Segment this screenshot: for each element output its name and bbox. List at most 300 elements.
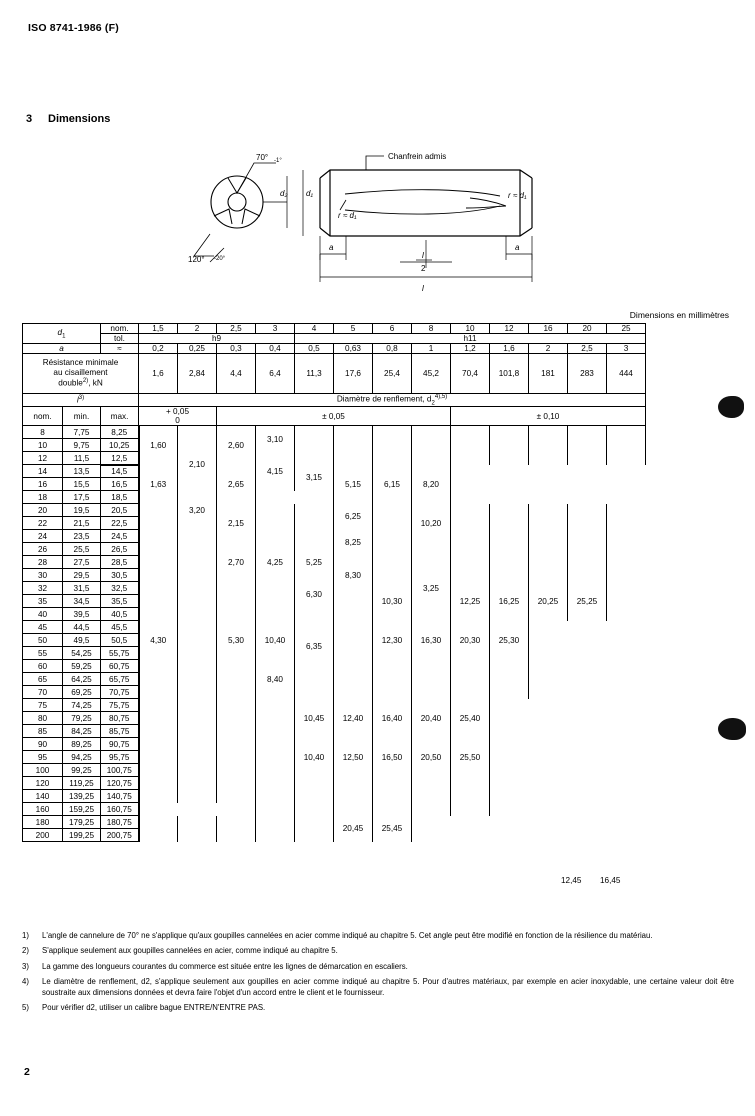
cell-shear-4: 6,4 — [256, 354, 295, 394]
cell-l-min: 11,5 — [63, 452, 101, 465]
table-row — [23, 647, 646, 660]
header-length: $l^{3)}$ — [23, 394, 139, 407]
cell-l-min: 99,25 — [63, 764, 101, 777]
cell-d1-7: 6 — [373, 324, 412, 334]
header-tol-mid: ± 0,05 — [217, 407, 451, 426]
cell-shear-6: 17,6 — [334, 354, 373, 394]
cell-l-min: 54,25 — [63, 647, 101, 660]
cell-l-min: 29,5 — [63, 569, 101, 582]
table-row — [23, 816, 646, 829]
cell-l-max: 35,5 — [101, 595, 139, 608]
cell-l-max: 12,5 — [101, 452, 139, 465]
page-header-standard: ISO 8741-1986 (F) — [28, 22, 119, 34]
cell-d2-c4-c — [256, 504, 295, 543]
footnote-number: 3) — [22, 961, 29, 971]
cell-l-max: 8,25 — [101, 426, 139, 439]
cell-d2-c25n-f: 25,40 — [451, 699, 490, 738]
cell-l-max: 70,75 — [101, 686, 139, 699]
cell-a-6: 0,63 — [334, 344, 373, 354]
cell-l-nom: 18 — [23, 491, 63, 504]
cell-d2-c25-c: 2,70 — [217, 543, 256, 582]
cell-l-min: 27,5 — [63, 556, 101, 569]
cell-d2-c4-b: 4,15 — [256, 452, 295, 491]
cell-l-nom: 100 — [23, 764, 63, 777]
figure-label-half-denominator: 2 — [421, 264, 426, 273]
cell-l-nom: 180 — [23, 816, 63, 829]
scan-artifact-blot-bottom — [718, 718, 746, 740]
cell-l-nom: 55 — [23, 647, 63, 660]
cell-l-min: 119,25 — [63, 777, 101, 790]
cell-d2-c5-e — [256, 582, 295, 621]
footnote-number: 5) — [22, 1003, 29, 1013]
technical-drawing — [170, 136, 590, 296]
header-l-min: min. — [63, 407, 101, 426]
cell-d2-blank10 — [295, 816, 334, 842]
cell-d1-1: 1,5 — [139, 324, 178, 334]
cell-l-max: 75,75 — [101, 699, 139, 712]
cell-l-nom: 160 — [23, 803, 63, 816]
cell-a-9: 1,2 — [451, 344, 490, 354]
cell-d2-blank3 — [178, 582, 217, 660]
cell-d2-c8-b: 8,20 — [412, 465, 451, 504]
cell-d2-c8-e: 8,30 — [334, 556, 373, 595]
cell-d2-c10-i — [295, 777, 334, 816]
cell-d2-c25n-g: 25,50 — [451, 738, 490, 777]
cell-d2-c5-a — [334, 426, 373, 465]
cell-l-max: 28,5 — [101, 556, 139, 569]
cell-l-max: 50,5 — [101, 634, 139, 647]
scan-artifact-blot-top — [718, 396, 744, 418]
cell-l-nom: 40 — [23, 608, 63, 621]
cell-d2-c16-h — [373, 777, 412, 816]
cell-d2-c10-b: 10,20 — [412, 504, 451, 543]
cell-l-nom: 200 — [23, 829, 63, 842]
cell-l-max: 20,5 — [101, 504, 139, 517]
figure-label-length: l — [422, 284, 424, 293]
cell-tol-h11: h11 — [295, 334, 646, 344]
header-tol-right: ± 0,10 — [451, 407, 646, 426]
cell-shear-8: 45,2 — [412, 354, 451, 394]
cell-l-nom: 8 — [23, 426, 63, 439]
cell-d1-4: 3 — [256, 324, 295, 334]
cell-l-nom: 65 — [23, 673, 63, 686]
cell-a-8: 1 — [412, 344, 451, 354]
cell-d2-c12-c: 12,25 — [451, 582, 490, 621]
cell-l-min: 17,5 — [63, 491, 101, 504]
cell-l-min: 179,25 — [63, 816, 101, 829]
cell-l-max: 60,75 — [101, 660, 139, 673]
table-row — [23, 699, 646, 712]
figure-label-angle-120-tol: -20° — [214, 256, 226, 262]
cell-l-nom: 50 — [23, 634, 63, 647]
cell-d2-c8-h — [256, 699, 295, 777]
cell-a-1: 0,2 — [139, 344, 178, 354]
cell-l-min: 64,25 — [63, 673, 101, 686]
cell-d2-c25-b: 2,65 — [217, 465, 256, 504]
cell-l-nom: 140 — [23, 790, 63, 803]
dimensions-table — [22, 323, 646, 842]
footnote-1 — [22, 930, 734, 941]
cell-d2-c6-a — [373, 426, 412, 465]
cell-d2-c16-b — [490, 504, 529, 582]
cell-d2-c10-h: 10,40 — [295, 738, 334, 777]
cell-d2-c1-b: 1,63 — [139, 465, 178, 504]
cell-d2-blank5 — [178, 660, 217, 803]
cell-d2-c10-a — [451, 426, 490, 465]
cell-l-min: 44,5 — [63, 621, 101, 634]
figure-label-r-left: r ≈ d₁ — [338, 211, 357, 220]
row-label-d1: $d_1$ — [23, 324, 101, 344]
row-label-shear: Résistance minimale au cisaillement double$^{2)}$, kN — [23, 354, 139, 394]
cell-l-max: 100,75 — [101, 764, 139, 777]
table-row — [23, 504, 646, 517]
page-number: 2 — [24, 1066, 30, 1078]
cell-l-nom: 22 — [23, 517, 63, 530]
cell-d1-12: 20 — [568, 324, 607, 334]
cell-d2-blank4 — [139, 660, 178, 842]
cell-l-nom: 75 — [23, 699, 63, 712]
cell-l-min: 89,25 — [63, 738, 101, 751]
pin-diagram-svg — [170, 136, 590, 296]
cell-d1-8: 8 — [412, 324, 451, 334]
cell-l-min: 23,5 — [63, 530, 101, 543]
cell-d2-c3-a: 3,10 — [256, 426, 295, 452]
cell-l-max: 30,5 — [101, 569, 139, 582]
cell-l-nom: 12 — [23, 452, 63, 465]
cell-l-min: 21,5 — [63, 517, 101, 530]
cell-a-10: 1,6 — [490, 344, 529, 354]
cell-d2-c10-g: 10,45 — [295, 699, 334, 738]
cell-d2-c16-g: 16,50 — [373, 738, 412, 777]
cell-l-max: 45,5 — [101, 621, 139, 634]
footnote-4 — [22, 976, 734, 999]
background-artifact-text — [520, 60, 730, 86]
cell-l-min: 19,5 — [63, 504, 101, 517]
cell-l-min: 69,25 — [63, 686, 101, 699]
cell-l-min: 13,5 — [63, 465, 101, 478]
cell-d1-10: 12 — [490, 324, 529, 334]
cell-l-max: 95,75 — [101, 751, 139, 764]
cell-l-nom: 26 — [23, 543, 63, 556]
cell-tol-h9: h9 — [139, 334, 295, 344]
cell-l-max: 140,75 — [101, 790, 139, 803]
cell-l-max: 16,5 — [101, 478, 139, 491]
cell-d2-c6-f: 6,35 — [295, 608, 334, 686]
cell-a-11: 2 — [529, 344, 568, 354]
table-row-d1-tolerance — [23, 334, 646, 344]
cell-l-min: 59,25 — [63, 660, 101, 673]
cell-l-min: 139,25 — [63, 790, 101, 803]
cell-l-max: 90,75 — [101, 738, 139, 751]
cell-l-max: 160,75 — [101, 803, 139, 816]
cell-d2-c10-e: 10,40 — [256, 621, 295, 660]
cell-d2-c25n-d: 25,30 — [490, 621, 529, 660]
cell-d2-c20-b — [529, 504, 568, 582]
figure-label-a-left: a — [329, 243, 334, 252]
cell-d2-c2-b: 2,15 — [217, 504, 256, 543]
cell-l-max: 40,5 — [101, 608, 139, 621]
cell-shear-10: 101,8 — [490, 354, 529, 394]
cell-d2-c20-f: 20,40 — [412, 699, 451, 738]
cell-d2-c12-a — [490, 426, 529, 465]
cell-d2-c1-a: 1,60 — [139, 426, 178, 465]
cell-l-nom: 35 — [23, 595, 63, 608]
cell-d2-blank8 — [178, 816, 217, 842]
cell-l-nom: 24 — [23, 530, 63, 543]
cell-d2-blank — [178, 426, 217, 439]
units-note: Dimensions en millimètres — [629, 310, 729, 320]
table-row-d1-nominal — [23, 324, 646, 334]
cell-d2-c6-d — [178, 530, 217, 582]
cell-d2-c16-c: 16,25 — [490, 582, 529, 621]
cell-d2-c6-e: 6,30 — [295, 582, 334, 608]
cell-l-nom: 95 — [23, 751, 63, 764]
cell-a-4: 0,4 — [256, 344, 295, 354]
cell-l-max: 85,75 — [101, 725, 139, 738]
figure-label-angle-70: 70° — [256, 153, 269, 162]
footnote-number: 1) — [22, 931, 29, 940]
cell-l-max: 120,75 — [101, 777, 139, 790]
table-row-shear — [23, 354, 646, 394]
cell-d2-c5-c — [295, 504, 334, 543]
header-tol-col1: + 0,05 0 — [139, 407, 217, 426]
cell-l-max: 180,75 — [101, 816, 139, 829]
cell-d2-c25n-a — [607, 426, 646, 465]
figure-label-d1: d₁ — [306, 189, 313, 198]
cell-shear-5: 11,3 — [295, 354, 334, 394]
cell-l-min: 84,25 — [63, 725, 101, 738]
cell-d2-blank6 — [217, 660, 256, 803]
figure-label-r-right: r ≈ d₁ — [508, 191, 527, 200]
cell-d2-c8-c — [373, 504, 412, 530]
cell-d2-c8-a — [412, 426, 451, 465]
cell-shear-13: 444 — [607, 354, 646, 394]
cell-l-max: 10,25 — [101, 439, 139, 452]
cell-d2-c20-h — [412, 777, 451, 816]
row-label-a: a — [23, 344, 101, 354]
cell-d2-c12-g: 12,50 — [334, 738, 373, 777]
cell-d2-c12-i: 12,45 — [561, 876, 582, 885]
figure-label-half-length: l — [422, 251, 424, 260]
cell-l-nom: 20 — [23, 504, 63, 517]
cell-d2-c10-c — [373, 543, 412, 582]
cell-d2-c12-d: 12,30 — [373, 621, 412, 660]
cell-d2-c16-a — [529, 426, 568, 465]
cell-shear-11: 181 — [529, 354, 568, 394]
cell-l-nom: 16 — [23, 478, 63, 491]
footnote-number: 4) — [22, 976, 29, 986]
cell-d2-c20-e — [451, 660, 490, 699]
cell-d2-c25n-h — [451, 777, 490, 816]
cell-l-nom: 90 — [23, 738, 63, 751]
cell-shear-9: 70,4 — [451, 354, 490, 394]
cell-d2-c4-e — [217, 582, 256, 621]
cell-d2-c16-d: 16,30 — [412, 621, 451, 660]
cell-l-min: 15,5 — [63, 478, 101, 491]
cell-d2-blank9 — [217, 816, 256, 842]
cell-l-max: 32,5 — [101, 582, 139, 595]
cell-l-max: 26,5 — [101, 543, 139, 556]
cell-shear-12: 283 — [568, 354, 607, 394]
cell-l-min: 39,5 — [63, 608, 101, 621]
table-row — [23, 660, 646, 673]
cell-l-nom: 30 — [23, 569, 63, 582]
cell-d2-c20-i: 20,45 — [334, 816, 373, 842]
cell-l-nom: 45 — [23, 621, 63, 634]
cell-d2-c25n-i: 25,45 — [373, 816, 412, 842]
section-heading — [26, 113, 110, 125]
cell-d2-c10-f — [334, 660, 373, 699]
figure-label-chamfer: Chanfrein admis — [388, 152, 447, 161]
header-diameter: Diamètre de renflement, $d_2^{4),5)}$ — [139, 394, 646, 407]
cell-d2-c20-d: 20,30 — [451, 621, 490, 660]
cell-d2-c12-b — [451, 504, 490, 582]
cell-d2-c12-h — [334, 777, 373, 816]
cell-d2-blank2 — [139, 504, 178, 621]
cell-d2-c25n-e — [490, 660, 529, 699]
cell-d2-c20-g: 20,50 — [412, 738, 451, 777]
cell-l-max: 80,75 — [101, 712, 139, 725]
cell-l-max: 55,75 — [101, 647, 139, 660]
header-l-nom: nom. — [23, 407, 63, 426]
cell-d2-c12-f: 12,40 — [334, 699, 373, 738]
cell-d2-c10-d: 10,30 — [373, 582, 412, 621]
cell-l-min: 79,25 — [63, 712, 101, 725]
cell-shear-7: 25,4 — [373, 354, 412, 394]
cell-a-2: 0,25 — [178, 344, 217, 354]
cell-shear-1: 1,6 — [139, 354, 178, 394]
cell-shear-2: 2,84 — [178, 354, 217, 394]
cell-d2-c3-c: 3,20 — [178, 491, 217, 530]
table-row-group-headers — [23, 394, 646, 407]
section-title: Dimensions — [48, 113, 111, 125]
cell-d2-c4-a — [295, 426, 334, 465]
cell-l-max: 14,5 — [101, 465, 139, 478]
cell-d2-c5-b: 5,15 — [334, 465, 373, 504]
table-row — [23, 465, 646, 478]
cell-a-3: 0,3 — [217, 344, 256, 354]
cell-d1-13: 25 — [607, 324, 646, 334]
cell-d2-c3-d: 3,25 — [412, 569, 451, 608]
cell-l-max: 24,5 — [101, 530, 139, 543]
cell-l-nom: 85 — [23, 725, 63, 738]
cell-l-nom: 32 — [23, 582, 63, 595]
footnotes — [22, 930, 734, 1018]
footnote-2 — [22, 945, 734, 956]
cell-d2-c8-g: 8,40 — [256, 660, 295, 699]
cell-l-nom: 70 — [23, 686, 63, 699]
cell-l-min: 199,25 — [63, 829, 101, 842]
cell-d2-c25n-c: 25,25 — [568, 582, 607, 621]
cell-d2-c12-e — [373, 660, 412, 699]
cell-l-min: 49,5 — [63, 634, 101, 647]
cell-l-min: 34,5 — [63, 595, 101, 608]
cell-l-min: 9,75 — [63, 439, 101, 452]
cell-d1-11: 16 — [529, 324, 568, 334]
cell-d2-c8-d: 8,25 — [334, 530, 373, 556]
table-row-sub-headers — [23, 407, 646, 426]
cell-l-min: 7,75 — [63, 426, 101, 439]
cell-d1-6: 5 — [334, 324, 373, 334]
cell-l-nom: 28 — [23, 556, 63, 569]
table-row — [23, 426, 646, 439]
cell-d2-c5-f: 5,30 — [217, 621, 256, 660]
cell-l-nom: 120 — [23, 777, 63, 790]
cell-l-min: 94,25 — [63, 751, 101, 764]
cell-l-max: 200,75 — [101, 829, 139, 842]
figure-label-d2: d₂ — [280, 189, 288, 198]
table-row-a — [23, 344, 646, 354]
section-number: 3 — [26, 113, 33, 125]
cell-l-min: 31,5 — [63, 582, 101, 595]
footnote-text: La gamme des longueurs courantes du commerce est située entre les lignes de démarcation en escaliers. — [42, 961, 408, 971]
footnote-3 — [22, 961, 734, 972]
figure-label-a-right: a — [515, 243, 520, 252]
cell-l-max: 22,5 — [101, 517, 139, 530]
cell-d2-c2-a: 2,10 — [178, 439, 217, 491]
table-row — [23, 738, 646, 751]
header-l-max: max. — [101, 407, 139, 426]
cell-l-min: 74,25 — [63, 699, 101, 712]
cell-d2-c6-c: 6,25 — [334, 504, 373, 530]
cell-d1-2: 2 — [178, 324, 217, 334]
footnote-number: 2) — [22, 946, 29, 956]
cell-a-12: 2,5 — [568, 344, 607, 354]
cell-d2-c16-e — [412, 660, 451, 699]
cell-l-min: 25,5 — [63, 543, 101, 556]
figure-label-angle-70-tol: -1° — [274, 158, 282, 164]
cell-d1-9: 10 — [451, 324, 490, 334]
cell-l-nom: 80 — [23, 712, 63, 725]
cell-a-13: 3 — [607, 344, 646, 354]
cell-d2-c20-c: 20,25 — [529, 582, 568, 621]
footnote-text: L'angle de cannelure de 70° ne s'applique qu'aux goupilles cannelées en acier comme indiqué au chapitre 5. Cet angle peut être modifié en fonction de la résilience du matériau. — [42, 931, 653, 940]
cell-d2-c3-b: 3,15 — [295, 465, 334, 491]
cell-d2-c6-b: 6,15 — [373, 465, 412, 504]
footnote-text: Pour vérifier d2, utiliser un calibre bague ENTRE/N'ENTRE PAS. — [42, 1003, 266, 1013]
footnote-5 — [22, 1002, 734, 1013]
cell-a-5: 0,5 — [295, 344, 334, 354]
cell-shear-3: 4,4 — [217, 354, 256, 394]
cell-d2-c16-f: 16,40 — [373, 699, 412, 738]
cell-l-nom: 60 — [23, 660, 63, 673]
cell-d2-c20-a — [568, 426, 607, 465]
footnote-text: Le diamètre de renflement, d2, s'applique seulement aux goupilles en acier comme indiqué au chapitre 5. Pour d'autres matériaux, par exemple en acier inoxydable, une certaine valeur doit être soustraite aux dimensions données et devra faire l'objet d'un accord entre le client et le fournisseur. — [42, 976, 734, 998]
footnote-text: S'applique seulement aux goupilles cannelées en acier, comme indiqué au chapitre 5. — [42, 946, 338, 956]
cell-l-nom: 14 — [23, 465, 63, 478]
cell-d2-c4-d: 4,25 — [256, 543, 295, 582]
cell-l-nom: 10 — [23, 439, 63, 452]
cell-d1-3: 2,5 — [217, 324, 256, 334]
cell-l-min: 159,25 — [63, 803, 101, 816]
figure-label-angle-120: 120° — [188, 255, 205, 264]
table-row — [23, 777, 646, 790]
cell-l-max: 65,75 — [101, 673, 139, 686]
cell-d2-c4-f: 4,30 — [139, 621, 178, 660]
cell-d2-c25-a: 2,60 — [217, 426, 256, 465]
cell-d1-5: 4 — [295, 324, 334, 334]
cell-d2-c25n-b — [568, 504, 607, 582]
cell-d2-c16-i: 16,45 — [600, 876, 621, 885]
cell-tol-label: tol. — [101, 334, 139, 344]
cell-a-approx: ≈ — [101, 344, 139, 354]
cell-nom-label: nom. — [101, 324, 139, 334]
cell-a-7: 0,8 — [373, 344, 412, 354]
cell-d2-c5-d: 5,25 — [295, 543, 334, 582]
cell-d2-c8-f — [334, 595, 373, 647]
cell-l-max: 18,5 — [101, 491, 139, 504]
cell-d2-blank7 — [256, 777, 295, 842]
